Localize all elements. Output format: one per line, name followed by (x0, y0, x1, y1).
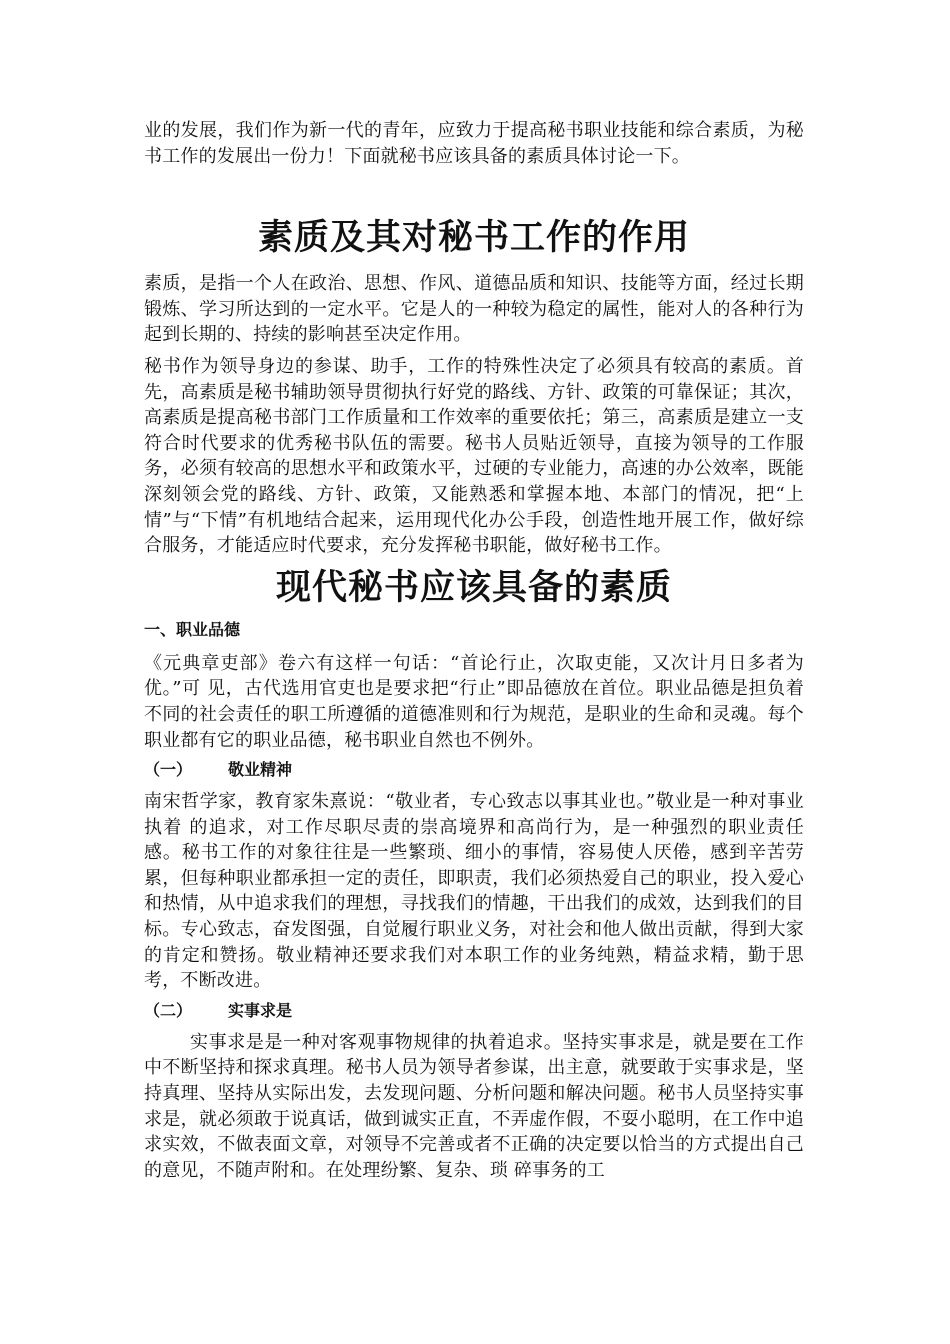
paragraph-seek-truth: 实事求是是一种对客观事物规律的执着追求。坚持实事求是，就是要在工作中不断坚持和探求真理。秘书人员为领导者参谋，出主意，就要敢于实事求是，坚持真理、坚持从实际出发，去发现问题、分析问题和解决问题。秘书人员坚持实事求是，就必须敢于说真话，做到诚实正直，不弄虚作假，不耍小聪明，在工作中追求实效，不做表面文章，对领导不完善或者不正确的决定要以恰当的方式提出自己的意见，不随声附和。在处理纷繁、复杂、琐 碎事务的工 (144, 1031, 804, 1181)
item-number: （二） (144, 1000, 193, 1020)
item-number: （一） (144, 760, 193, 780)
item-heading-dedication (144, 759, 804, 781)
section-heading-modern-secretary: 现代秘书应该具备的素质 (275, 566, 672, 608)
item-heading-seek-truth (144, 1000, 804, 1022)
item-title: 实事求是 (228, 1000, 293, 1020)
paragraph-dedication: 南宋哲学家，教育家朱熹说：“敬业者，专心致志以事其业也。”敬业是一种对事业执着 的追求，对工作尽职尽责的崇高境界和高尚行为，是一种强烈的职业责任感。秘书工作的对象往往是一些繁琐、细小的事情，容易使人厌倦，感到辛苦劳累，但每种职业都承担一定的责任，即职责，我们必须热爱自己的职业，投入爱心和热情，从中追求我们的理想，寻找我们的情趣，干出我们的成效，达到我们的目标。专心致志，奋发图强，自觉履行职业义务，对社会和他人做出贡献，得到大家的肯定和赞扬。敬业精神还要求我们对本职工作的业务纯熟，精益求精，勤于思考，不断改进。 (144, 791, 804, 992)
intro-paragraph: 业的发展，我们作为新一代的青年，应致力于提高秘书职业技能和综合素质，为秘书工作的发展出一份力！下面就秘书应该具备的素质具体讨论一下。 (144, 120, 804, 167)
paragraph-professional-ethics: 《元典章吏部》卷六有这样一句话：“首论行止，次取吏能，又次计月日多者为优。”可 见，古代选用官吏也是要求把“行止”即品德放在首位。职业品德是担负着不同的社会责任的职工所遵循的道德准则和行为规范，是职业的生命和灵魂。每个职业都有它的职业品德，秘书职业自然也不例外。 (144, 652, 804, 751)
subheading-professional-ethics: 一、职业品德 (144, 619, 241, 639)
item-title: 敬业精神 (228, 760, 293, 780)
paragraph-quality-definition: 素质，是指一个人在政治、思想、作风、道德品质和知识、技能等方面，经过长期锻炼、学习所达到的一定水平。它是人的一种较为稳定的属性，能对人的各种行为起到长期的、持续的影响甚至决定作用。 (144, 273, 804, 346)
document-body (144, 118, 804, 1183)
section-heading-quality-role: 素质及其对秘书工作的作用 (257, 217, 690, 259)
paragraph-quality-importance: 秘书作为领导身边的参谋、助手，工作的特殊性决定了必须具有较高的素质。首先，高素质是秘书辅助领导贯彻执行好党的路线、方针、政策的可靠保证；其次，高素质是提高秘书部门工作质量和工作效率的重要依托；第三，高素质是建立一支符合时代要求的优秀秘书队伍的需要。秘书人员贴近领导，直接为领导的工作服务，必须有较高的思想水平和政策水平，过硬的专业能力，高速的办公效率，既能深刻领会党的路线、方针、政策，又能熟悉和掌握本地、本部门的情况，把“上情”与“下情”有机地结合起来，运用现代化办公手段，创造性地开展工作，做好综合服务，才能适应时代要求，充分发挥秘书职能，做好秘书工作。 (144, 355, 804, 557)
